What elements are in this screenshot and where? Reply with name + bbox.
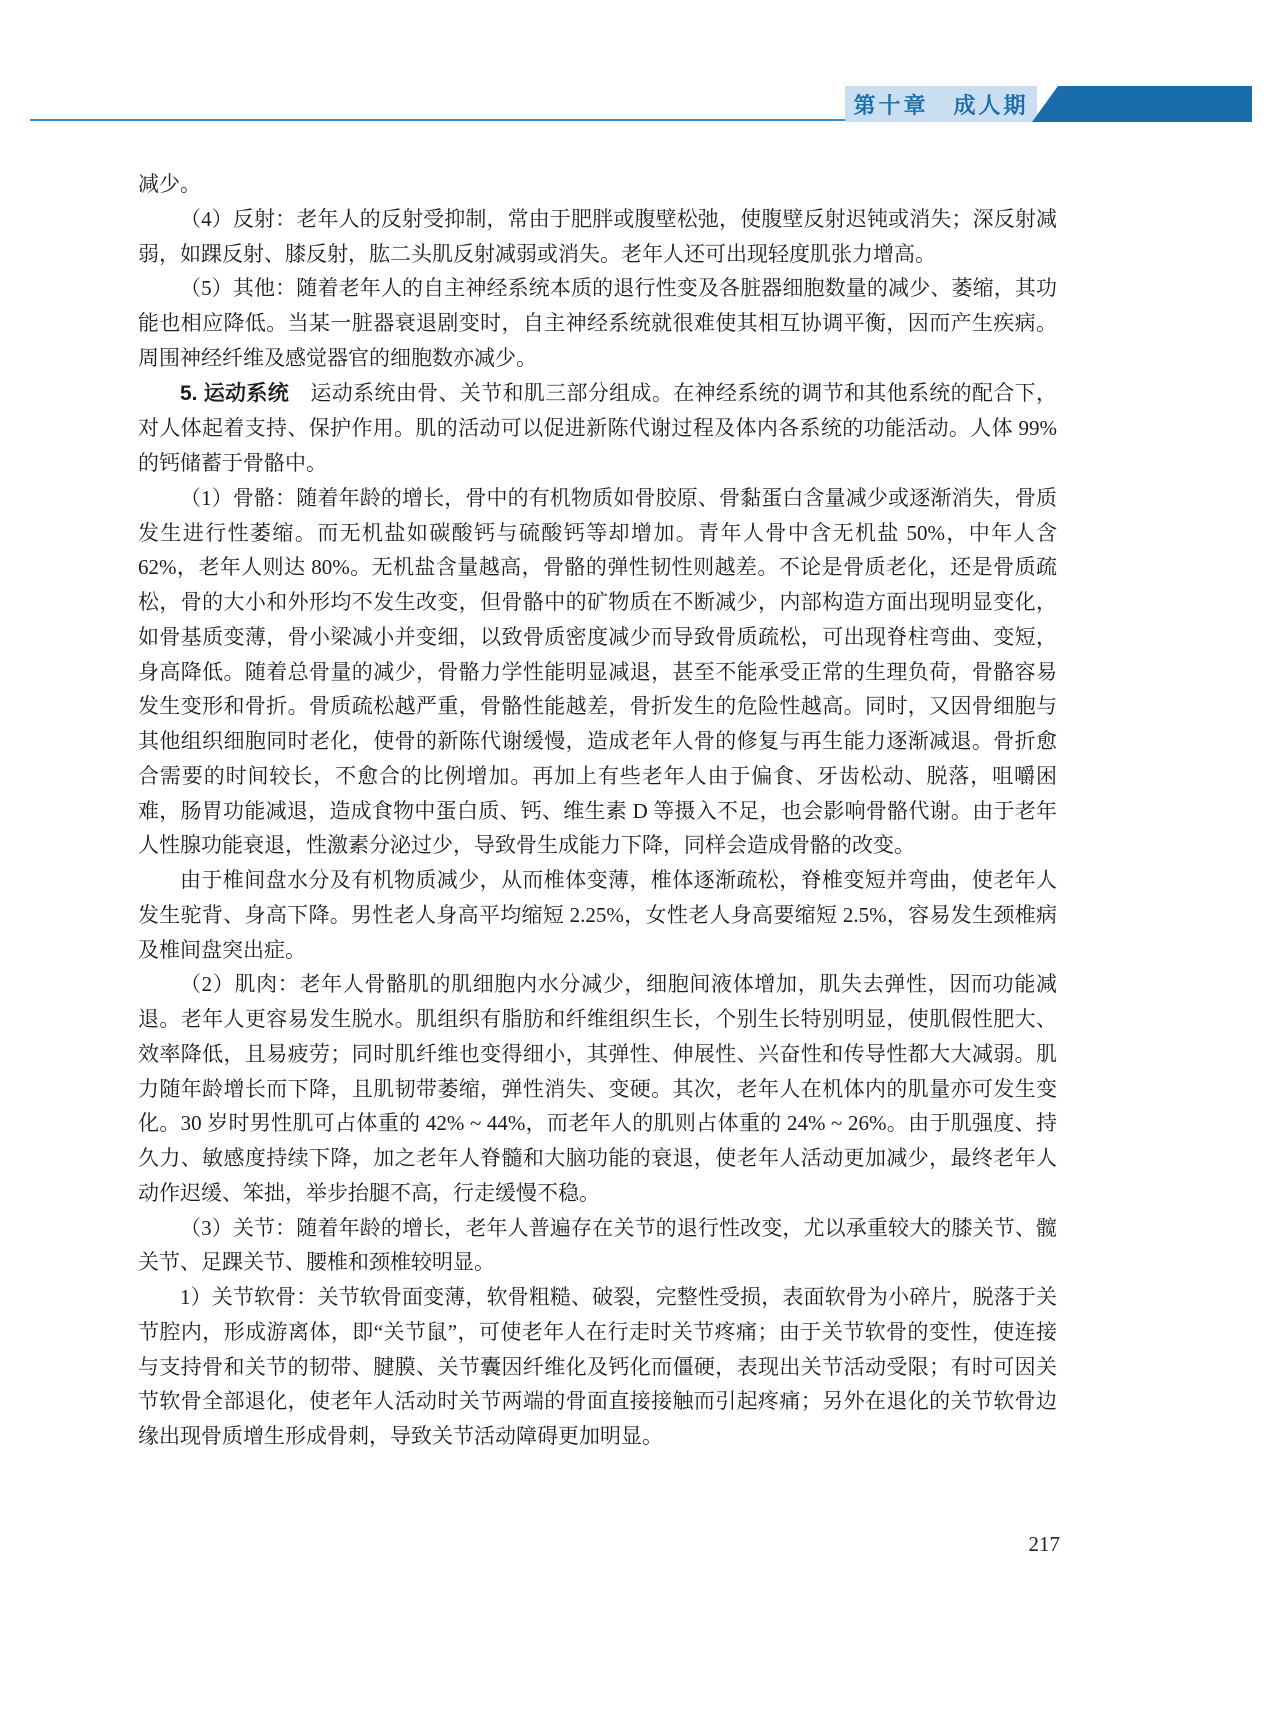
paragraph: （1）骨骼：随着年龄的增长，骨中的有机物质如骨胶原、骨黏蛋白含量减少或逐渐消失，骨质发生进行性萎缩。而无机盐如碳酸钙与硫酸钙等却增加。青年人骨中含无机盐 50%，中年人含 62%，老年人则达 80%。无机盐含量越高，骨骼的弹性韧性则越差。不论是骨质老化，还是骨质疏松，骨的大小和外形均不发生改变，但骨骼中的矿物质在不断减少，内部构造方面出现明显变化，如骨基质变薄，骨小梁减小并变细，以致骨质密度减少而导致骨质疏松，可出现脊柱弯曲、变短，身高降低。随着总骨量的减少，骨骼力学性能明显减退，甚至不能承受正常的生理负荷，骨骼容易发生变形和骨折。骨质疏松越严重，骨骼性能越差，骨折发生的危险性越高。同时，又因骨细胞与其他组织细胞同时老化，使骨的新陈代谢缓慢，造成老年人骨的修复与再生能力逐渐减退。骨折愈合需要的时间较长，不愈合的比例增加。再加上有些老年人由于偏食、牙齿松动、脱落，咀嚼困难，肠胃功能减退，造成食物中蛋白质、钙、维生素 D 等摄入不足，也会影响骨骼代谢。由于老年人性腺功能衰退，性激素分泌过少，导致骨生成能力下降，同样会造成骨骼的改变。	[138, 485, 1057, 858]
paragraph: （5）其他：随着老年人的自主神经系统本质的退行性变及各脏器细胞数量的减少、萎缩，其功能也相应降低。当某一脏器衰退剧变时，自主神经系统就很难使其相互协调平衡，因而产生疾病。周围神经纤维及感觉器官的细胞数亦减少。	[138, 276, 1057, 370]
paragraph: （2）肌肉：老年人骨骼肌的肌细胞内水分减少，细胞间液体增加，肌失去弹性，因而功能减退。老年人更容易发生脱水。肌组织有脂肪和纤维组织生长，个别生长特别明显，使肌假性肥大、效率降低，且易疲劳；同时肌纤维也变得细小，其弹性、伸展性、兴奋性和传导性都大大减弱。肌力随年龄增长而下降，且肌韧带萎缩，弹性消失、变硬。其次，老年人在机体内的肌量亦可发生变化。30 岁时男性肌可占体重的 42% ~ 44%，而老年人的肌则占体重的 24% ~ 26%。由于肌强度、持久力、敏感度持续下降，加之老年人脊髓和大脑功能的衰退，使老年人活动更加减少，最终老年人动作迟缓、笨拙，举步抬腿不高，行走缓慢不稳。	[138, 972, 1057, 1205]
page-number: 217	[1028, 1532, 1060, 1556]
chapter-header-box	[845, 86, 1037, 122]
paragraph: （3）关节：随着年龄的增长，老年人普遍存在关节的退行性改变，尤以承重较大的膝关节、髋关节、足踝关节、腰椎和颈椎较明显。	[138, 1215, 1057, 1275]
header-corner-ribbon	[1032, 86, 1252, 122]
paragraph: 由于椎间盘水分及有机物质减少，从而椎体变薄，椎体逐渐疏松，脊椎变短并弯曲，使老年人发生驼背、身高下降。男性老人身高平均缩短 2.25%，女性老人身高要缩短 2.5%，容易发生颈椎病及椎间盘突出症。	[138, 868, 1057, 962]
body-text	[138, 167, 1057, 1454]
paragraph: 1）关节软骨：关节软骨面变薄，软骨粗糙、破裂，完整性受损，表面软骨为小碎片，脱落于关节腔内，形成游离体，即“关节鼠”，可使老年人在行走时关节疼痛；由于关节软骨的变性，使连接与支持骨和关节的韧带、腱膜、关节囊因纤维化及钙化而僵硬，表现出关节活动受限；有时可因关节软骨全部退化，使老年人活动时关节两端的骨面直接接触而引起疼痛；另外在退化的关节软骨边缘出现骨质增生形成骨刺，导致关节活动障碍更加明显。	[138, 1285, 1057, 1448]
chapter-title: 第十章 成人期	[853, 92, 1029, 118]
paragraph: （4）反射：老年人的反射受抑制，常由于肥胖或腹壁松弛，使腹壁反射迟钝或消失；深反射减弱，如踝反射、膝反射，肱二头肌反射减弱或消失。老年人还可出现轻度肌张力增高。	[138, 206, 1057, 266]
paragraph: 减少。	[138, 172, 201, 196]
paragraph: 5. 运动系统 运动系统由骨、关节和肌三部分组成。在神经系统的调节和其他系统的配合下，对人体起着支持、保护作用。肌的活动可以促进新陈代谢过程及体内各系统的功能活动。人体 99% 的钙储蓄于骨骼中。	[138, 380, 1057, 475]
paragraph-bold-lead: 5. 运动系统	[180, 381, 290, 405]
